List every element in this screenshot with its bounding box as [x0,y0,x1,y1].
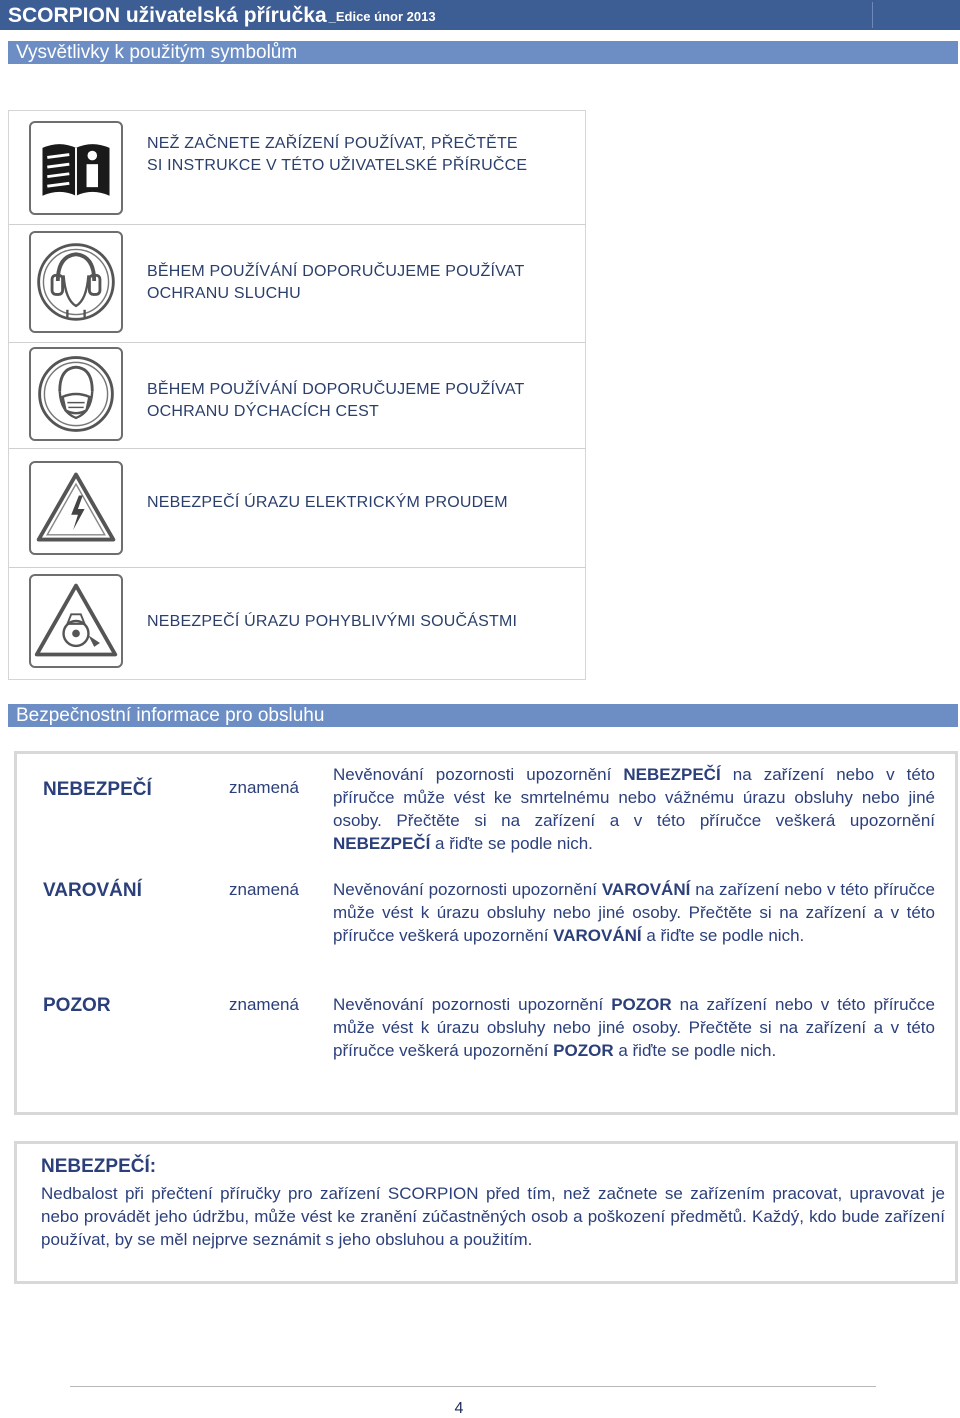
description-text: na zařízení nebo v této příručce může vést k úrazu obsluhy nebo jiné osoby. Přečtěte si na zařízení a v této příručce veškerá upozornění [333,995,935,1060]
ear-protection-icon [29,231,123,333]
symbol-row-respiratory-protection [9,343,585,449]
symbol-row-moving-parts-hazard [9,568,585,680]
term-warning: VAROVÁNÍ [43,880,142,901]
description-text: Nevěnování pozornosti upozornění [333,880,602,899]
description-text: Nevěnování pozornosti upozornění [333,995,612,1014]
danger-note-text: Nedbalost při přečtení příručky pro zařízení SCORPION před tím, než začnete se zařízením pracovat, upravovat je nebo provádět jeho údržbu, může vést ke zranění zúčastněných osob a poškození předmětů. Každý, kdo bude zařízení používat, by se měl nejprve seznámit s jeho obsluhou a použitím. [41,1184,945,1249]
danger-note-box [14,1141,958,1284]
description-text: Nevěnování pozornosti upozornění [333,765,624,784]
description-text: na zařízení nebo v této příručce může vést ke smrtelnému nebo vážnému úrazu obsluhy nebo jiné osoby. Přečtěte si na zařízení a v této příručce veškerá upozornění [333,765,935,830]
symbol-text-line: OCHRANU SLUCHU [147,285,301,302]
symbol-text-line: NEBEZPEČÍ ÚRAZU POHYBLIVÝMI SOUČÁSTMI [147,613,518,630]
safety-section-title: Bezpečnostní informace pro obsluhu [8,704,958,727]
symbols-section-title: Vysvětlivky k použitým symbolům [8,41,958,64]
description-keyword: NEBEZPEČÍ [623,765,721,784]
symbol-text-line: NEBEZPEČÍ ÚRAZU ELEKTRICKÝM PROUDEM [147,494,508,511]
footer-divider [70,1386,876,1387]
caution-description [333,993,935,1062]
description-text: a řiďte se podle nich. [430,834,593,853]
warning-description [333,878,935,947]
symbol-text-line: BĚHEM POUŽÍVÁNÍ DOPORUČUJEME POUŽÍVAT [147,263,525,280]
page-number: 4 [454,1400,464,1417]
danger-description [333,763,935,855]
manual-info-icon [29,121,123,215]
description-keyword: VAROVÁNÍ [553,926,642,945]
description-text: na zařízení nebo v této příručce může vést k úrazu obsluhy nebo jiné osoby. Přečtěte si na zařízení a v této příručce veškerá upozornění [333,880,935,945]
description-keyword: NEBEZPEČÍ [333,834,431,853]
description-keyword: POZOR [611,995,672,1014]
means-label: znamená [229,778,299,797]
symbol-row-ear-protection [9,225,585,343]
document-title: SCORPION uživatelská příručka [8,4,327,27]
document-edition: _Edice únor 2013 [328,9,436,24]
document-header [0,0,960,30]
means-label: znamená [229,995,299,1014]
term-caution: POZOR [43,995,111,1016]
symbol-text-line: OCHRANU DÝCHACÍCH CEST [147,403,379,420]
symbol-text-line: SI INSTRUKCE V TÉTO UŽIVATELSKÉ PŘÍRUČCE [147,157,528,174]
symbols-table [8,110,586,680]
description-keyword: VAROVÁNÍ [601,880,691,899]
danger-note-title: NEBEZPEČÍ: [41,1156,157,1177]
header-divider [872,2,873,28]
term-danger: NEBEZPEČÍ [43,779,152,800]
respiratory-protection-icon [29,347,123,441]
safety-info-box [14,751,958,1115]
description-text: a řiďte se podle nich. [641,926,805,945]
moving-parts-hazard-icon [29,574,123,668]
means-label: znamená [229,880,299,899]
symbol-text-line: BĚHEM POUŽÍVÁNÍ DOPORUČUJEME POUŽÍVAT [147,381,525,398]
symbol-row-electric-hazard [9,449,585,568]
description-keyword: POZOR [553,1041,614,1060]
symbol-row-read-manual [9,111,585,225]
electric-hazard-icon [29,461,123,555]
symbol-text-line: NEŽ ZAČNETE ZAŘÍZENÍ POUŽÍVAT, PŘEČTĚTE [147,135,518,152]
description-text: a řiďte se podle nich. [613,1041,777,1060]
